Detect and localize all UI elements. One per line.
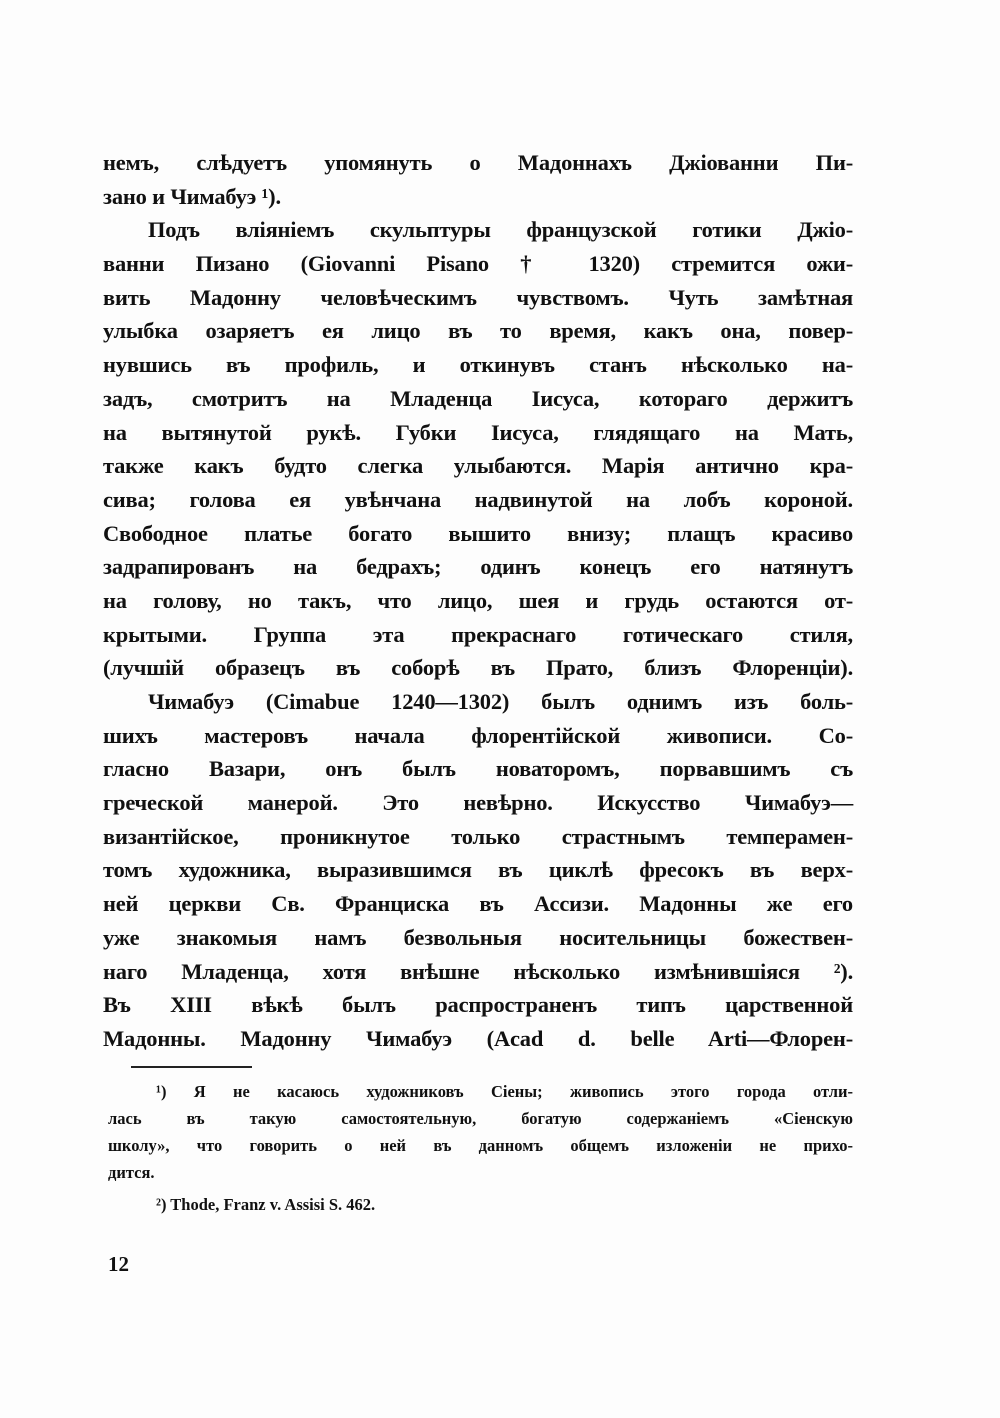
footnote-line: лась въ такую самостоятельную, богатую содержаніемъ «Сіенскую [108, 1109, 853, 1128]
page-number: 12 [108, 1252, 129, 1276]
text-line: немъ, слѣдуетъ упомянуть о Мадоннахъ Джіованни Пи- [103, 150, 853, 175]
text-line: улыбка озаряетъ ея лицо въ то время, какъ она, повер- [103, 318, 853, 344]
text-line: нувшись въ профиль, и откинувъ станъ нѣсколько на- [103, 352, 853, 378]
text-line: также какъ будто слегка улыбаются. Марія антично кра- [103, 453, 853, 479]
text-line: уже знакомыя намъ безвольныя носительницы божествен- [103, 924, 853, 950]
text-line: ней церкви Св. Франциска въ Ассизи. Мадонны же его [103, 891, 853, 917]
text-line: на голову, но такъ, что лицо, шея и грудь остаются от- [103, 587, 853, 613]
footnote-divider [131, 1066, 252, 1068]
text-line: Подъ вліяніемъ скульптуры французской готики Джіо- [148, 217, 853, 243]
text-line: гласно Вазари, онъ былъ новаторомъ, порвавшимъ съ [103, 756, 853, 782]
text-line: Свободное платье богато вышито внизу; плащъ красиво [103, 520, 853, 546]
text-line: Въ XIII вѣкѣ былъ распространенъ типъ царственной [103, 992, 853, 1018]
footnotes [108, 1078, 853, 1218]
text-line: (лучшій образецъ въ соборѣ въ Прато, близъ Флоренціи). [103, 655, 853, 681]
text-line: греческой манерой. Это невѣрно. Искусство Чимабуэ— [103, 790, 853, 816]
text-line: Чимабуэ (Cimabue 1240—1302) былъ однимъ изъ боль- [148, 689, 853, 714]
text-line: сива; голова ея увѣнчана надвинутой на лобъ короной. [103, 486, 853, 512]
body-text [103, 146, 853, 1056]
text-line: задрапированъ на бедрахъ; одинъ конецъ его натянутъ [103, 554, 853, 580]
text-line: византійское, проникнутое только страстнымъ темперамен- [103, 823, 853, 849]
footnote-line: дится. [108, 1163, 155, 1182]
text-line: наго Младенца, хотя внѣшне нѣсколько измѣнившіяся ²). [103, 958, 853, 984]
text-line: ванни Пизано (Giovanni Pisano † 1320) стремится ожи- [103, 251, 853, 277]
text-line: шихъ мастеровъ начала флорентійской живописи. Со- [103, 722, 853, 748]
text-line: на вытянутой рукѣ. Губки Іисуса, глядящаго на Мать, [103, 419, 853, 445]
footnote-line: ¹) Я не касаюсь художниковъ Сіены; живопись этого города отли- [156, 1082, 853, 1101]
footnote-line: школу», что говорить о ней въ данномъ общемъ изложеніи не прихо- [108, 1136, 853, 1155]
text-line: зано и Чимабуэ ¹). [103, 183, 281, 209]
text-line: томъ художника, выразившимся въ циклѣ фресокъ въ верх- [103, 857, 853, 883]
text-line: крытыми. Группа эта прекраснаго готическаго стиля, [103, 621, 853, 647]
footnote-line: ²) Thode, Franz v. Assisi S. 462. [156, 1195, 376, 1214]
text-line: задъ, смотритъ на Младенца Іисуса, котораго держитъ [103, 385, 853, 411]
text-line: вить Мадонну человѣческимъ чувствомъ. Чуть замѣтная [103, 284, 853, 310]
text-line: Мадонны. Мадонну Чимабуэ (Acad d. belle Arti—Флорен- [103, 1025, 853, 1051]
